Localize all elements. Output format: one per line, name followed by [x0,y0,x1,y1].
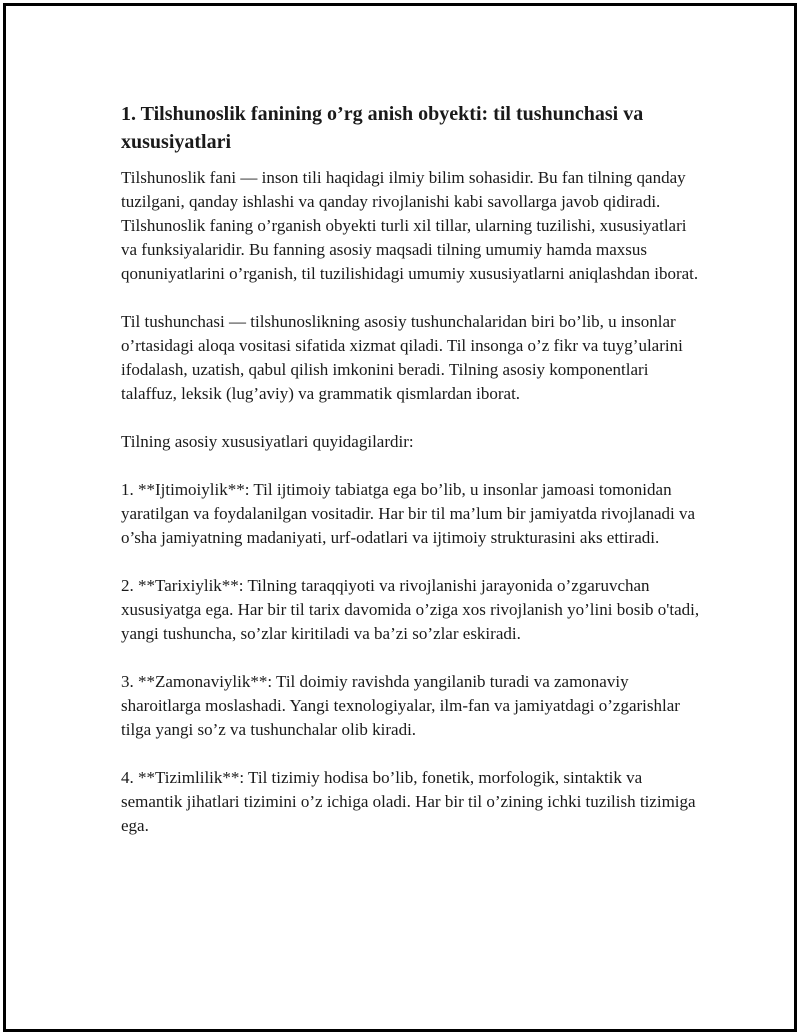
list-item-systematic: 4. **Tizimlilik**: Til tizimiy hodisa bo’lib, fonetik, morfologik, sintaktik va semantik jihatlari tizimini o’z ichiga oladi. Har bir til o’zining ichki tuzilish tizimiga ega. [121,768,696,835]
document-body [121,100,701,862]
paragraph-list-heading: Tilning asosiy xususiyatlari quyidagilardir: [121,432,414,451]
paragraph-intro: Tilshunoslik fani — inson tili haqidagi ilmiy bilim sohasidir. Bu fan tilning qanday tuzilgani, qanday ishlashi va qanday rivojlanishi kabi savollarga javob qidiradi. Tilshunoslik faning o’rganish obyekti turli xil tillar, ularning tuzilishi, xususiyatlari va funksiyalaridir. Bu fanning asosiy maqsadi tilning umumiy hamda maxsus qonuniyatlarini o’rganish, til tuzilishidagi umumiy xususiyatlarni aniqlashdan iborat. [121,168,699,283]
paragraph-concept: Til tushunchasi — tilshunoslikning asosiy tushunchalaridan biri bo’lib, u insonlar o’rtasidagi aloqa vositasi sifatida xizmat qiladi. Til insonga o’z fikr va tuyg’ularini ifodalash, uzatish, qabul qilish imkonini beradi. Tilning asosiy komponentlari talaffuz, leksik (lug’aviy) va grammatik qismlardan iborat. [121,312,683,403]
page-frame [3,3,797,1032]
document-title: 1. Tilshunoslik fanining o’rg anish obyekti: til tushunchasi va xususiyatlari [121,103,644,153]
list-item-historical: 2. **Tarixiylik**: Tilning taraqqiyoti va rivojlanishi jarayonida o’zgaruvchan xususiyatga ega. Har bir til tarix davomida o’ziga xos rivojlanish yo’lini bosib o'tadi, yangi tushuncha, so’zlar kiritiladi va ba’zi so’zlar eskiradi. [121,576,700,643]
list-item-modern: 3. **Zamonaviylik**: Til doimiy ravishda yangilanib turadi va zamonaviy sharoitlarga moslashadi. Yangi texnologiyalar, ilm-fan va jamiyatdagi o’zgarishlar tilga yangi so’z va tushunchalar olib kiradi. [121,672,680,739]
list-item-social: 1. **Ijtimoiylik**: Til ijtimoiy tabiatga ega bo’lib, u insonlar jamoasi tomonidan yaratilgan va foydalanilgan vositadir. Har bir til ma’lum bir jamiyatda rivojlanadi va o’sha jamiyatning madaniyati, urf-odatlari va ijtimoiy strukturasini aks ettiradi. [121,480,696,547]
